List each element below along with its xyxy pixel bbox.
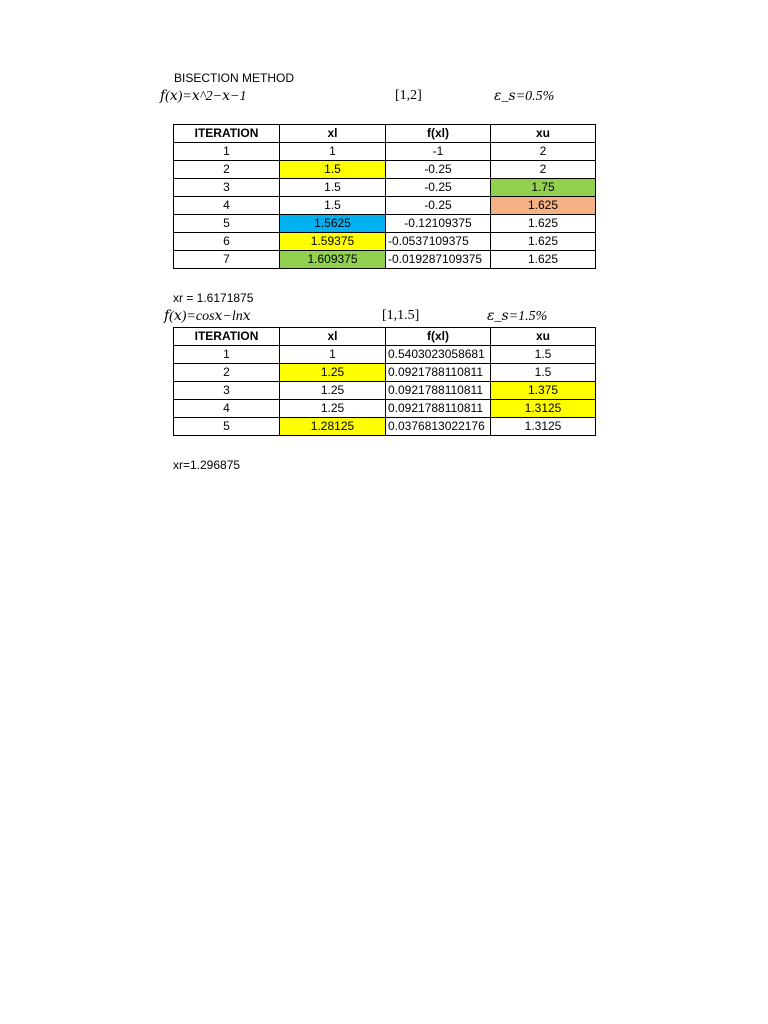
cell-xl[interactable]: 1: [280, 143, 386, 161]
header-iteration[interactable]: ITERATION: [174, 328, 280, 346]
cell-iteration[interactable]: 4: [174, 400, 280, 418]
bisection-table-1: [173, 124, 596, 269]
header-fxl[interactable]: f(xl): [386, 125, 491, 143]
tolerance-1-label: 𝜀_𝑠=0.5%: [494, 89, 555, 104]
table-row: [174, 251, 596, 269]
table-row: [174, 400, 596, 418]
cell-fxl[interactable]: 0.0921788110811: [386, 400, 491, 418]
cell-xl[interactable]: 1.25: [280, 382, 386, 400]
cell-iteration[interactable]: 2: [174, 364, 280, 382]
cell-xl[interactable]: 1.5: [280, 161, 386, 179]
cell-xl[interactable]: 1.25: [280, 364, 386, 382]
cell-xu[interactable]: 2: [491, 161, 596, 179]
header-xl[interactable]: xl: [280, 125, 386, 143]
tolerance-2-label: 𝜀_𝑠=1.5%: [487, 309, 548, 324]
table-row: [174, 418, 596, 436]
table-row: [174, 197, 596, 215]
cell-fxl[interactable]: 0.5403023058681: [386, 346, 491, 364]
cell-xu[interactable]: 1.625: [491, 233, 596, 251]
interval-2-label: [1,1.5]: [382, 308, 420, 323]
bisection-table-2: [173, 327, 596, 436]
function-1-label: 𝑓(𝑥)=𝑥^2−𝑥−1: [160, 89, 247, 104]
cell-xl[interactable]: 1.25: [280, 400, 386, 418]
function-2-label: 𝑓(𝑥)=cos⁡𝑥−ln⁡𝑥: [164, 309, 251, 324]
table-header-row: [174, 328, 596, 346]
table-row: [174, 233, 596, 251]
cell-xl[interactable]: 1.5: [280, 179, 386, 197]
cell-xu[interactable]: 1.375: [491, 382, 596, 400]
cell-fxl[interactable]: -0.25: [386, 161, 491, 179]
cell-iteration[interactable]: 1: [174, 346, 280, 364]
table-row: [174, 382, 596, 400]
cell-xu[interactable]: 1.625: [491, 215, 596, 233]
result-1: xr = 1.6171875: [173, 291, 254, 305]
cell-fxl[interactable]: -0.12109375: [386, 215, 491, 233]
table-row: [174, 179, 596, 197]
cell-xl[interactable]: 1.59375: [280, 233, 386, 251]
cell-xu[interactable]: 1.75: [491, 179, 596, 197]
page-title: BISECTION METHOD: [174, 71, 295, 85]
cell-xl[interactable]: 1.609375: [280, 251, 386, 269]
header-fxl[interactable]: f(xl): [386, 328, 491, 346]
cell-xu[interactable]: 1.5: [491, 364, 596, 382]
header-xu[interactable]: xu: [491, 328, 596, 346]
cell-fxl[interactable]: -0.019287109375: [386, 251, 491, 269]
result-2: xr=1.296875: [173, 458, 241, 472]
table-row: [174, 143, 596, 161]
cell-fxl[interactable]: -1: [386, 143, 491, 161]
cell-fxl[interactable]: 0.0376813022176: [386, 418, 491, 436]
cell-fxl[interactable]: -0.25: [386, 197, 491, 215]
table-row: [174, 346, 596, 364]
cell-xl[interactable]: 1.5625: [280, 215, 386, 233]
cell-iteration[interactable]: 7: [174, 251, 280, 269]
cell-fxl[interactable]: 0.0921788110811: [386, 364, 491, 382]
cell-xu[interactable]: 1.5: [491, 346, 596, 364]
cell-fxl[interactable]: -0.25: [386, 179, 491, 197]
cell-xl[interactable]: 1: [280, 346, 386, 364]
cell-fxl[interactable]: 0.0921788110811: [386, 382, 491, 400]
cell-iteration[interactable]: 3: [174, 179, 280, 197]
cell-iteration[interactable]: 1: [174, 143, 280, 161]
cell-iteration[interactable]: 5: [174, 418, 280, 436]
table-row: [174, 364, 596, 382]
cell-iteration[interactable]: 5: [174, 215, 280, 233]
cell-iteration[interactable]: 6: [174, 233, 280, 251]
cell-xu[interactable]: 1.625: [491, 251, 596, 269]
cell-xu[interactable]: 1.3125: [491, 400, 596, 418]
cell-fxl[interactable]: -0.0537109375: [386, 233, 491, 251]
table-row: [174, 215, 596, 233]
cell-xu[interactable]: 1.3125: [491, 418, 596, 436]
cell-xu[interactable]: 1.625: [491, 197, 596, 215]
cell-iteration[interactable]: 4: [174, 197, 280, 215]
header-xu[interactable]: xu: [491, 125, 596, 143]
header-xl[interactable]: xl: [280, 328, 386, 346]
interval-1-label: [1,2]: [395, 88, 422, 103]
cell-iteration[interactable]: 3: [174, 382, 280, 400]
table-header-row: [174, 125, 596, 143]
cell-iteration[interactable]: 2: [174, 161, 280, 179]
header-iteration[interactable]: ITERATION: [174, 125, 280, 143]
cell-xl[interactable]: 1.28125: [280, 418, 386, 436]
cell-xl[interactable]: 1.5: [280, 197, 386, 215]
cell-xu[interactable]: 2: [491, 143, 596, 161]
table-row: [174, 161, 596, 179]
